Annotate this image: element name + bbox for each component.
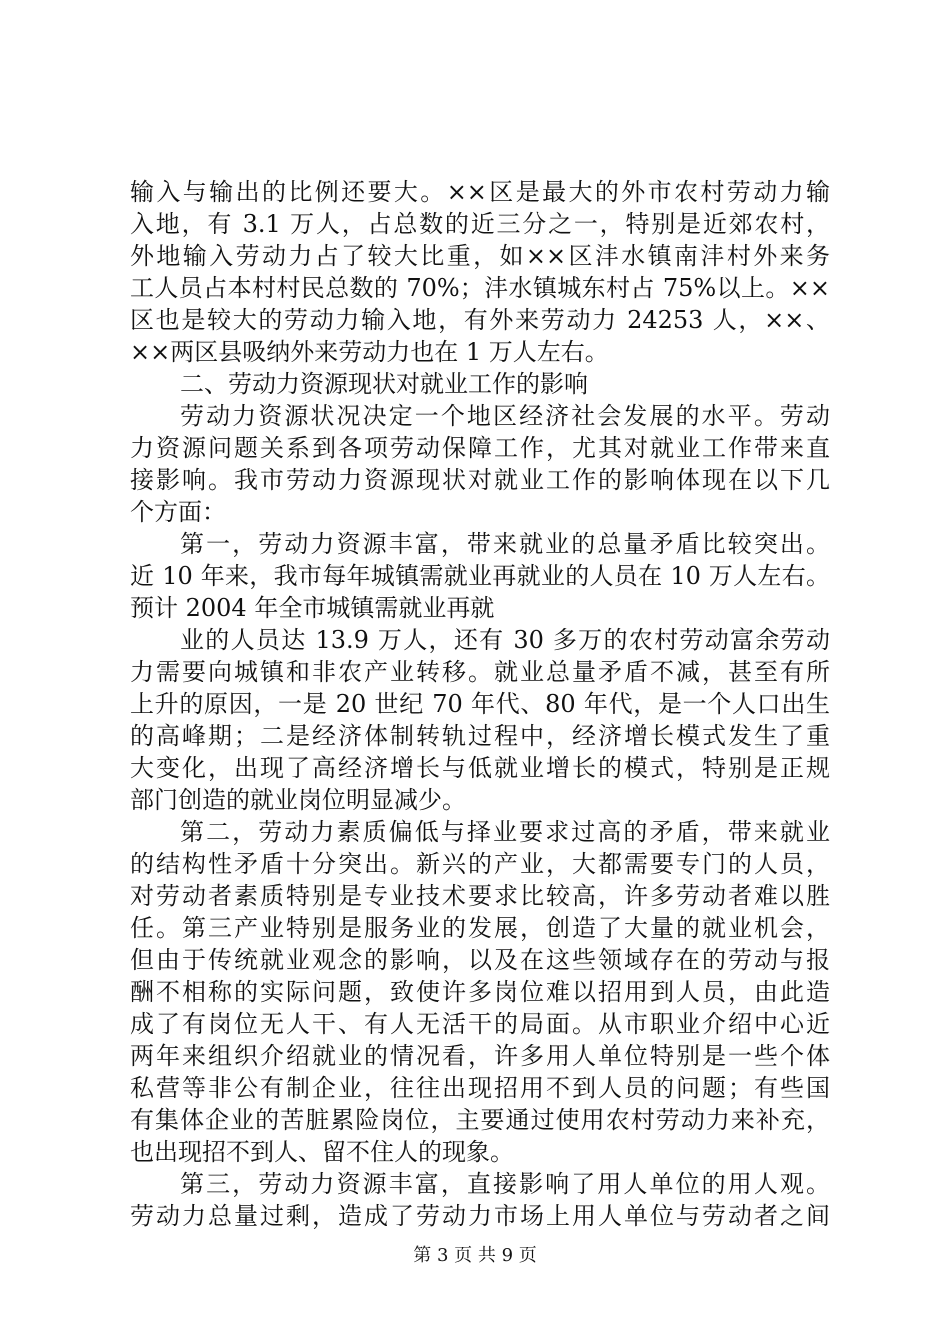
text-line: 对劳动者素质特别是专业技术要求比较高，许多劳动者难以胜 — [130, 882, 830, 910]
text-line: 第三，劳动力资源丰富，直接影响了用人单位的用人观。 — [180, 1170, 830, 1198]
section-heading: 二、劳动力资源现状对就业工作的影响 — [180, 370, 588, 398]
text-line: 上升的原因，一是 20 世纪 70 年代、80 年代，是一个人口出生 — [130, 690, 830, 718]
text-line: 大变化，出现了高经济增长与低就业增长的模式，特别是正规 — [130, 754, 830, 782]
text-line: 力需要向城镇和非农产业转移。就业总量矛盾不减，甚至有所 — [130, 658, 830, 686]
text-line: 任。第三产业特别是服务业的发展，创造了大量的就业机会， — [130, 914, 830, 942]
text-line: 输入与输出的比例还要大。××区是最大的外市农村劳动力输 — [130, 178, 830, 206]
text-line: 近 10 年来，我市每年城镇需就业再就业的人员在 10 万人左右。 — [130, 562, 830, 590]
text-line: 私营等非公有制企业，往往出现招用不到人员的问题；有些国 — [130, 1074, 830, 1102]
text-line: 部门创造的就业岗位明显减少。 — [130, 786, 466, 814]
text-line: 有集体企业的苦脏累险岗位，主要通过使用农村劳动力来补充， — [130, 1106, 830, 1134]
text-line: 外地输入劳动力占了较大比重，如××区沣水镇南沣村外来务 — [130, 242, 830, 270]
text-line: 区也是较大的劳动力输入地，有外来劳动力 24253 人，××、 — [130, 306, 830, 334]
text-line: 但由于传统就业观念的影响，以及在这些领域存在的劳动与报 — [130, 946, 830, 974]
text-line: 预计 2004 年全市城镇需就业再就 — [130, 594, 495, 622]
page-number-footer: 第 3 页 共 9 页 — [413, 1245, 537, 1266]
text-line: 力资源问题关系到各项劳动保障工作，尤其对就业工作带来直 — [130, 434, 830, 462]
text-line: ××两区县吸纳外来劳动力也在 1 万人左右。 — [130, 338, 609, 366]
text-line: 个方面： — [130, 498, 226, 526]
text-line: 业的人员达 13.9 万人，还有 30 多万的农村劳动富余劳动 — [180, 626, 830, 654]
text-line: 酬不相称的实际问题，致使许多岗位难以招用到人员，由此造 — [130, 978, 830, 1006]
text-line: 入地，有 3.1 万人，占总数的近三分之一，特别是近郊农村， — [130, 210, 830, 238]
text-line: 第二，劳动力素质偏低与择业要求过高的矛盾，带来就业 — [180, 818, 830, 846]
text-line: 接影响。我市劳动力资源现状对就业工作的影响体现在以下几 — [130, 466, 830, 494]
body-text — [130, 176, 830, 1232]
text-line: 也出现招不到人、留不住人的现象。 — [130, 1138, 514, 1166]
text-line: 劳动力总量过剩，造成了劳动力市场上用人单位与劳动者之间 — [130, 1202, 830, 1230]
text-line: 工人员占本村村民总数的 70%；沣水镇城东村占 75%以上。×× — [130, 274, 830, 302]
text-line: 的结构性矛盾十分突出。新兴的产业，大都需要专门的人员， — [130, 850, 830, 878]
text-line: 第一，劳动力资源丰富，带来就业的总量矛盾比较突出。 — [180, 530, 830, 558]
text-line: 两年来组织介绍就业的情况看，许多用人单位特别是一些个体 — [130, 1042, 830, 1070]
text-line: 成了有岗位无人干、有人无活干的局面。从市职业介绍中心近 — [130, 1010, 830, 1038]
text-line: 劳动力资源状况决定一个地区经济社会发展的水平。劳动 — [180, 402, 830, 430]
text-line: 的高峰期；二是经济体制转轨过程中，经济增长模式发生了重 — [130, 722, 830, 750]
